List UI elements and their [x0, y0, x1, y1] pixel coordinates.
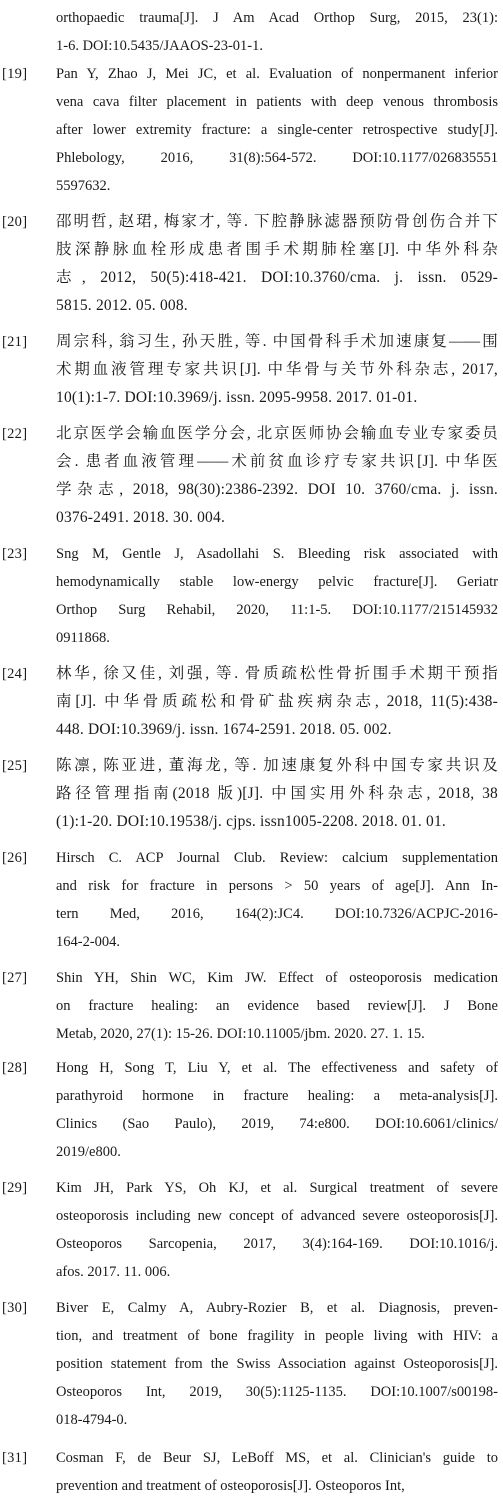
reference-entry — [0, 1054, 503, 1166]
reference-text-line: Pan Y, Zhao J, Mei JC, et al. Evaluation of nonpermanent inferior — [56, 66, 498, 82]
reference-text-line: 周宗科, 翁习生, 孙天胜, 等. 中国骨科手术加速康复——围 — [56, 333, 498, 350]
reference-text-line: 学杂志, 2018, 98(30):2386-2392. DOI 10. 3760/cma. j. issn. — [56, 481, 498, 498]
reference-number: [29] — [2, 1180, 28, 1196]
reference-number: [21] — [2, 334, 28, 350]
reference-text-line: Osteoporos Int, 2019, 30(5):1125-1135. DOI:10.1007/s00198- — [56, 1384, 498, 1400]
reference-text-line: after lower extremity fracture: a single-center retrospective study[J]. — [56, 122, 498, 138]
reference-entry — [0, 1444, 503, 1498]
reference-text-line: Cosman F, de Beur SJ, LeBoff MS, et al. Clinician's guide to — [56, 1450, 498, 1466]
reference-text-line: 邵明哲, 赵珺, 梅家才, 等. 下腔静脉滤器预防骨创伤合并下 — [56, 213, 498, 230]
reference-number: [19] — [2, 66, 28, 82]
reference-entry — [0, 540, 503, 652]
reference-text-line: tern Med, 2016, 164(2):JC4. DOI:10.7326/ACPJC-2016- — [56, 906, 498, 922]
reference-text-line: osteoporosis including new concept of advanced severe osteoporosis[J]. — [56, 1208, 498, 1224]
reference-entry — [0, 752, 503, 836]
reference-text-line: 南[J]. 中华骨质疏松和骨矿盐疾病杂志, 2018, 11(5):438- — [56, 693, 498, 710]
reference-text-line: Osteoporos Sarcopenia, 2017, 3(4):164-169. DOI:10.1016/j. — [56, 1236, 498, 1252]
reference-text-line: 会. 患者血液管理——术前贫血诊疗专家共识[J]. 中华医 — [56, 453, 498, 470]
reference-text-line: 术期血液管理专家共识[J]. 中华骨与关节外科杂志, 2017, — [56, 361, 498, 378]
reference-text-line: 0911868. — [56, 630, 110, 646]
reference-entry — [0, 208, 503, 320]
reference-text-line: on fracture healing: an evidence based review[J]. J Bone — [56, 998, 498, 1014]
reference-text-line: vena cava filter placement in patients with deep venous thrombosis — [56, 94, 498, 110]
reference-text-line: tion, and treatment of bone fragility in people living with HIV: a — [56, 1328, 498, 1344]
reference-text-line: Kim JH, Park YS, Oh KJ, et al. Surgical treatment of severe — [56, 1180, 498, 1196]
reference-text-line: 10(1):1-7. DOI:10.3969/j. issn. 2095-9958. 2017. 01-01. — [56, 389, 418, 406]
reference-text-line: 1-6. DOI:10.5435/JAAOS-23-01-1. — [56, 38, 264, 54]
reference-text-line: 肢深静脉血栓形成患者围手术期肺栓塞[J]. 中华外科杂 — [56, 241, 498, 258]
reference-entry — [0, 660, 503, 744]
reference-text-line: 5597632. — [56, 178, 111, 194]
reference-number: [22] — [2, 426, 28, 442]
reference-number: [30] — [2, 1300, 28, 1316]
reference-text-line: Hirsch C. ACP Journal Club. Review: calcium supplementation — [56, 850, 498, 866]
reference-text-line: Phlebology, 2016, 31(8):564-572. DOI:10.1177/026835551 — [56, 150, 498, 166]
reference-text-line: and risk for fracture in persons > 50 years of age[J]. Ann In- — [56, 878, 498, 894]
reference-entry — [0, 964, 503, 1048]
reference-number: [23] — [2, 546, 28, 562]
reference-text-line: 018-4794-0. — [56, 1412, 128, 1428]
reference-text-line: Hong H, Song T, Liu Y, et al. The effectiveness and safety of — [56, 1060, 498, 1076]
reference-text-line: (1):1-20. DOI:10.19538/j. cjps. issn1005-2208. 2018. 01. 01. — [56, 813, 447, 830]
reference-text-line: 志, 2012, 50(5):418-421. DOI:10.3760/cma. j. issn. 0529- — [56, 269, 498, 286]
reference-number: [25] — [2, 758, 28, 774]
reference-text-line: parathyroid hormone in fracture healing: a meta-analysis[J]. — [56, 1088, 498, 1104]
reference-text-line: 5815. 2012. 05. 008. — [56, 297, 188, 314]
reference-text-line: 2019/e800. — [56, 1144, 121, 1160]
reference-entry — [0, 60, 503, 200]
reference-entry — [0, 1174, 503, 1286]
reference-entry — [0, 420, 503, 532]
reference-text-line: position statement from the Swiss Association against Osteoporosis[J]. — [56, 1356, 498, 1372]
reference-text-line: Orthop Surg Rehabil, 2020, 11:1-5. DOI:10.1177/215145932 — [56, 602, 498, 618]
reference-text-line: Biver E, Calmy A, Aubry-Rozier B, et al. Diagnosis, preven- — [56, 1300, 498, 1316]
reference-text-line: prevention and treatment of osteoporosis[J]. Osteoporos Int, — [56, 1478, 405, 1494]
reference-entry — [0, 1294, 503, 1434]
reference-text-line: Sng M, Gentle J, Asadollahi S. Bleeding risk associated with — [56, 546, 498, 562]
reference-text-line: Metab, 2020, 27(1): 15-26. DOI:10.11005/jbm. 2020. 27. 1. 15. — [56, 1026, 425, 1042]
reference-number: [26] — [2, 850, 28, 866]
reference-entry — [0, 328, 503, 412]
reference-number: [27] — [2, 970, 28, 986]
reference-number: [24] — [2, 666, 28, 682]
reference-text-line: 0376-2491. 2018. 30. 004. — [56, 509, 226, 526]
reference-number: [28] — [2, 1060, 28, 1076]
reference-text-line: 448. DOI:10.3969/j. issn. 1674-2591. 2018. 05. 002. — [56, 721, 392, 738]
reference-text-line: afos. 2017. 11. 006. — [56, 1264, 171, 1280]
reference-text-line: 北京医学会输血医学分会, 北京医师协会输血专业专家委员 — [56, 425, 498, 442]
reference-entry — [0, 4, 503, 60]
reference-text-line: 164-2-004. — [56, 934, 121, 950]
reference-text-line: hemodynamically stable low-energy pelvic fracture[J]. Geriatr — [56, 574, 498, 590]
reference-text-line: 路径管理指南(2018 版)[J]. 中国实用外科杂志, 2018, 38 — [56, 785, 498, 802]
reference-text-line: orthopaedic trauma[J]. J Am Acad Orthop Surg, 2015, 23(1): — [56, 10, 498, 26]
reference-number: [20] — [2, 214, 28, 230]
reference-entry — [0, 844, 503, 956]
reference-number: [31] — [2, 1450, 28, 1466]
reference-text-line: 林华, 徐又佳, 刘强, 等. 骨质疏松性骨折围手术期干预指 — [56, 665, 498, 682]
reference-text-line: 陈凛, 陈亚进, 董海龙, 等. 加速康复外科中国专家共识及 — [56, 757, 498, 774]
reference-text-line: Shin YH, Shin WC, Kim JW. Effect of osteoporosis medication — [56, 970, 498, 986]
reference-text-line: Clinics (Sao Paulo), 2019, 74:e800. DOI:10.6061/clinics/ — [56, 1116, 498, 1132]
